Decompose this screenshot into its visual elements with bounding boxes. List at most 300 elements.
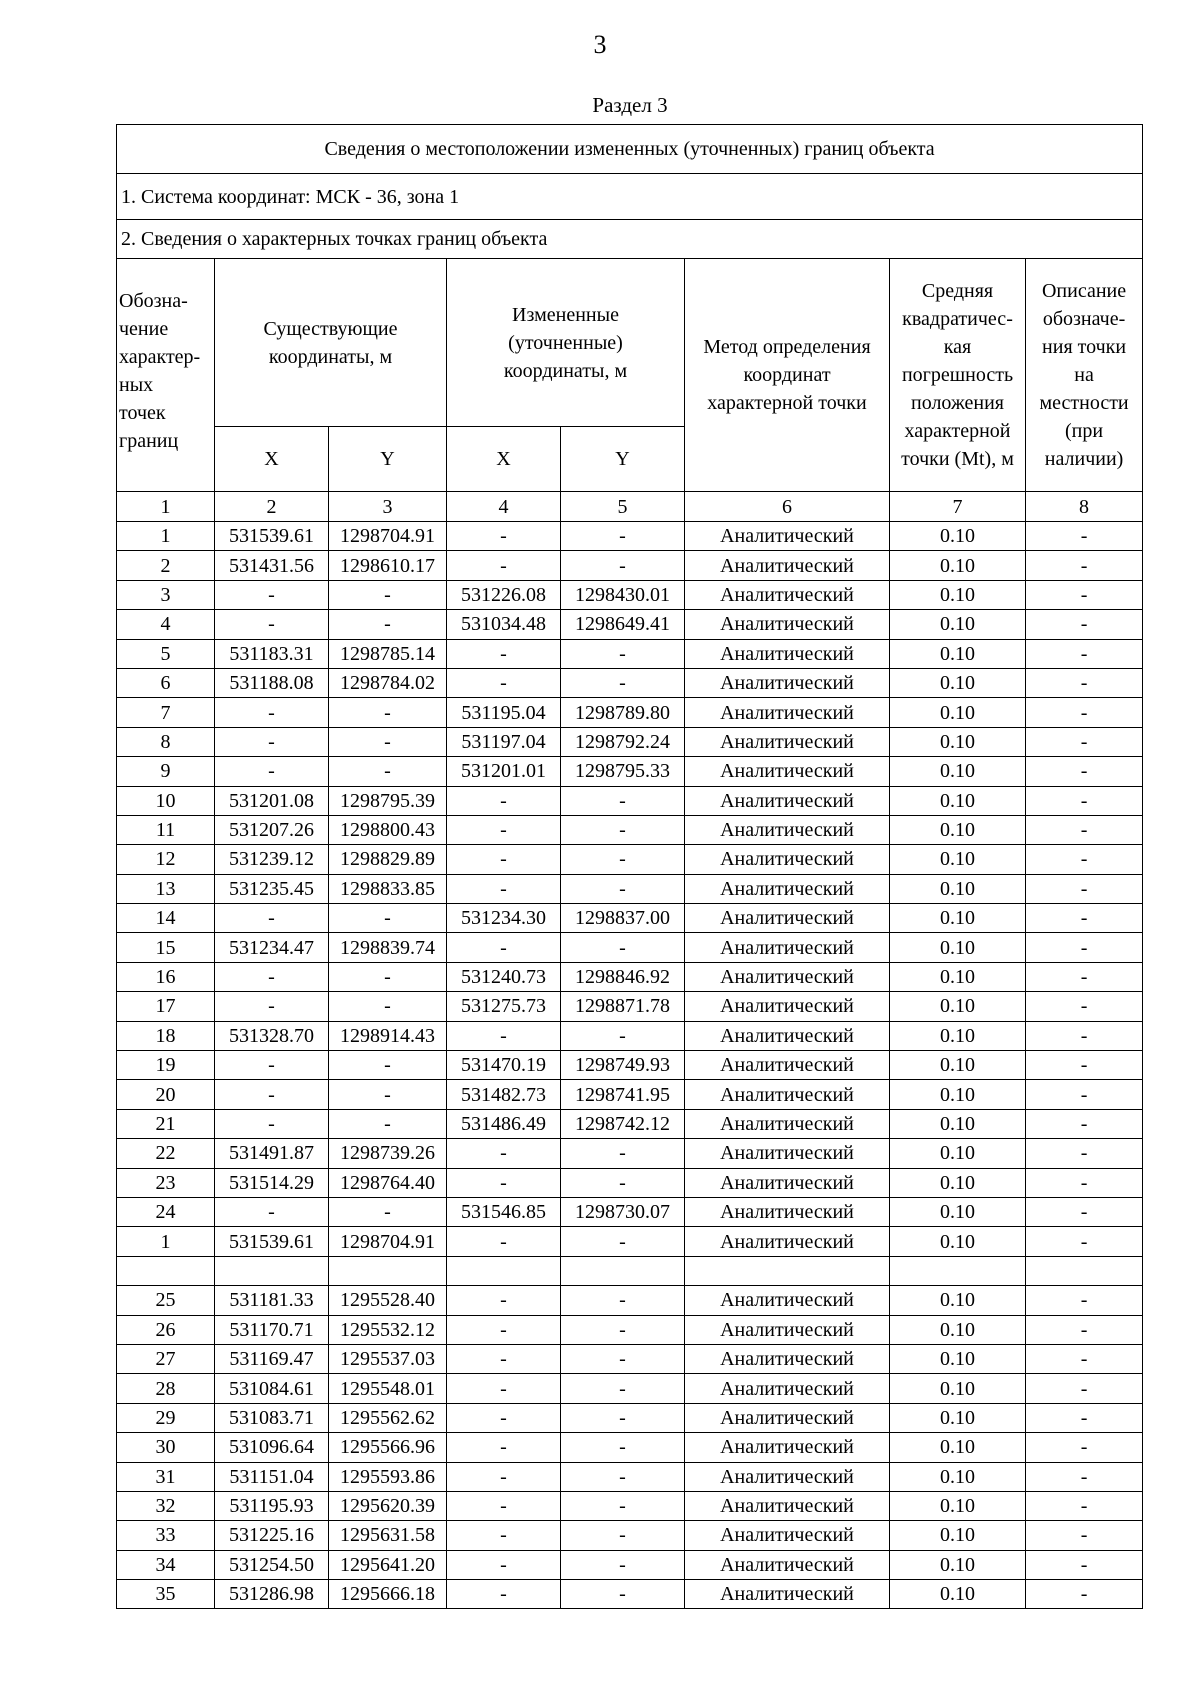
changed-y: 1298749.93 — [561, 1051, 685, 1080]
method: Аналитический — [685, 1403, 890, 1432]
table-row — [117, 874, 1143, 903]
mean-square-error: 0.10 — [890, 551, 1026, 580]
method: Аналитический — [685, 1197, 890, 1226]
method: Аналитический — [685, 815, 890, 844]
method: Аналитический — [685, 668, 890, 697]
point-description: - — [1026, 786, 1143, 815]
existing-y: 1298795.39 — [329, 786, 447, 815]
method: Аналитический — [685, 786, 890, 815]
changed-x: - — [447, 1315, 561, 1344]
existing-x — [215, 1256, 329, 1285]
mean-square-error: 0.10 — [890, 1021, 1026, 1050]
existing-y: 1295537.03 — [329, 1344, 447, 1373]
points-heading: 2. Сведения о характерных точках границ объекта — [117, 220, 1143, 259]
changed-y: 1298837.00 — [561, 904, 685, 933]
changed-x: - — [447, 874, 561, 903]
existing-x: 531491.87 — [215, 1139, 329, 1168]
point-description: - — [1026, 1109, 1143, 1138]
point-number: 10 — [117, 786, 215, 815]
table-row — [117, 845, 1143, 874]
method: Аналитический — [685, 1051, 890, 1080]
header-method: Метод определения координат характерной точки — [685, 259, 890, 492]
method: Аналитический — [685, 1491, 890, 1520]
changed-y: - — [561, 933, 685, 962]
changed-y: - — [561, 1374, 685, 1403]
existing-y: 1295593.86 — [329, 1462, 447, 1491]
existing-x: - — [215, 757, 329, 786]
existing-x: 531183.31 — [215, 639, 329, 668]
existing-x: 531188.08 — [215, 668, 329, 697]
mean-square-error: 0.10 — [890, 668, 1026, 697]
changed-x: - — [447, 1403, 561, 1432]
changed-x: 531470.19 — [447, 1051, 561, 1080]
changed-x: - — [447, 639, 561, 668]
mean-square-error: 0.10 — [890, 1462, 1026, 1491]
point-number: 12 — [117, 845, 215, 874]
existing-y: 1298839.74 — [329, 933, 447, 962]
mean-square-error: 0.10 — [890, 1550, 1026, 1579]
changed-x: - — [447, 1462, 561, 1491]
point-number: 14 — [117, 904, 215, 933]
table-row — [117, 639, 1143, 668]
method: Аналитический — [685, 610, 890, 639]
point-description: - — [1026, 1080, 1143, 1109]
point-description: - — [1026, 1021, 1143, 1050]
existing-y: 1298610.17 — [329, 551, 447, 580]
mean-square-error: 0.10 — [890, 1286, 1026, 1315]
existing-y: - — [329, 610, 447, 639]
existing-x: - — [215, 727, 329, 756]
point-number: 16 — [117, 962, 215, 991]
table-row — [117, 551, 1143, 580]
point-number: 26 — [117, 1315, 215, 1344]
existing-x: 531151.04 — [215, 1462, 329, 1491]
point-number: 19 — [117, 1051, 215, 1080]
changed-y: 1298730.07 — [561, 1197, 685, 1226]
table-row — [117, 1286, 1143, 1315]
table-row — [117, 1139, 1143, 1168]
point-description: - — [1026, 904, 1143, 933]
point-number: 29 — [117, 1403, 215, 1432]
existing-x: - — [215, 698, 329, 727]
changed-y: 1298741.95 — [561, 1080, 685, 1109]
point-number: 8 — [117, 727, 215, 756]
changed-y: - — [561, 1344, 685, 1373]
changed-x: 531195.04 — [447, 698, 561, 727]
page-number: 3 — [593, 30, 607, 59]
point-description: - — [1026, 992, 1143, 1021]
changed-x: 531197.04 — [447, 727, 561, 756]
mean-square-error — [890, 1256, 1026, 1285]
mean-square-error: 0.10 — [890, 1521, 1026, 1550]
method: Аналитический — [685, 992, 890, 1021]
existing-x: 531286.98 — [215, 1580, 329, 1609]
table-row — [117, 962, 1143, 991]
point-description: - — [1026, 668, 1143, 697]
point-number: 28 — [117, 1374, 215, 1403]
changed-x: - — [447, 845, 561, 874]
changed-x: - — [447, 1491, 561, 1520]
mean-square-error: 0.10 — [890, 1109, 1026, 1138]
existing-x: - — [215, 1197, 329, 1226]
existing-y: - — [329, 1080, 447, 1109]
column-number-row — [117, 492, 1143, 522]
changed-y: - — [561, 845, 685, 874]
method: Аналитический — [685, 874, 890, 903]
table-row — [117, 1080, 1143, 1109]
existing-y: 1295631.58 — [329, 1521, 447, 1550]
mean-square-error: 0.10 — [890, 1374, 1026, 1403]
changed-x — [447, 1256, 561, 1285]
method: Аналитический — [685, 639, 890, 668]
table-row — [117, 580, 1143, 609]
changed-x: - — [447, 1374, 561, 1403]
mean-square-error: 0.10 — [890, 757, 1026, 786]
table-row — [117, 1197, 1143, 1226]
existing-y: - — [329, 904, 447, 933]
point-number: 31 — [117, 1462, 215, 1491]
existing-y: 1298704.91 — [329, 522, 447, 551]
changed-x: 531275.73 — [447, 992, 561, 1021]
existing-x: 531169.47 — [215, 1344, 329, 1373]
changed-y: 1298792.24 — [561, 727, 685, 756]
existing-x: 531239.12 — [215, 845, 329, 874]
existing-y: 1298829.89 — [329, 845, 447, 874]
existing-x: - — [215, 1109, 329, 1138]
column-number: 2 — [215, 492, 329, 522]
point-number: 34 — [117, 1550, 215, 1579]
existing-y — [329, 1256, 447, 1285]
table-row — [117, 1462, 1143, 1491]
mean-square-error: 0.10 — [890, 1433, 1026, 1462]
changed-y: 1298649.41 — [561, 610, 685, 639]
method: Аналитический — [685, 1344, 890, 1373]
changed-x: - — [447, 1139, 561, 1168]
method: Аналитический — [685, 1080, 890, 1109]
method: Аналитический — [685, 1374, 890, 1403]
point-number: 1 — [117, 1227, 215, 1256]
mean-square-error: 0.10 — [890, 1344, 1026, 1373]
column-number: 1 — [117, 492, 215, 522]
point-number: 15 — [117, 933, 215, 962]
point-description: - — [1026, 1197, 1143, 1226]
table-row — [117, 1344, 1143, 1373]
method: Аналитический — [685, 1550, 890, 1579]
point-number: 32 — [117, 1491, 215, 1520]
column-number: 8 — [1026, 492, 1143, 522]
table-row — [117, 668, 1143, 697]
point-number: 9 — [117, 757, 215, 786]
changed-y: - — [561, 1580, 685, 1609]
changed-y: - — [561, 1227, 685, 1256]
existing-y: - — [329, 962, 447, 991]
mean-square-error: 0.10 — [890, 1227, 1026, 1256]
changed-y: - — [561, 639, 685, 668]
mean-square-error: 0.10 — [890, 1315, 1026, 1344]
mean-square-error: 0.10 — [890, 845, 1026, 874]
mean-square-error: 0.10 — [890, 610, 1026, 639]
method: Аналитический — [685, 698, 890, 727]
existing-x: 531431.56 — [215, 551, 329, 580]
point-description — [1026, 1256, 1143, 1285]
changed-y: - — [561, 874, 685, 903]
point-number: 22 — [117, 1139, 215, 1168]
existing-y: 1298833.85 — [329, 874, 447, 903]
column-number: 7 — [890, 492, 1026, 522]
changed-y: - — [561, 1168, 685, 1197]
point-description: - — [1026, 1550, 1143, 1579]
point-description: - — [1026, 580, 1143, 609]
changed-x: - — [447, 1550, 561, 1579]
point-description: - — [1026, 1491, 1143, 1520]
point-number: 24 — [117, 1197, 215, 1226]
changed-y: - — [561, 815, 685, 844]
changed-x: 531482.73 — [447, 1080, 561, 1109]
header-changed-x: X — [447, 427, 561, 492]
existing-y: 1295566.96 — [329, 1433, 447, 1462]
existing-x: 531234.47 — [215, 933, 329, 962]
header-mean-square-error: Средняя квадратичес- кая погрешность положения характерной точки (Mt), м — [890, 259, 1026, 492]
existing-y: - — [329, 757, 447, 786]
mean-square-error: 0.10 — [890, 904, 1026, 933]
method: Аналитический — [685, 551, 890, 580]
changed-y: 1298789.80 — [561, 698, 685, 727]
existing-x: 531225.16 — [215, 1521, 329, 1550]
existing-y: 1295641.20 — [329, 1550, 447, 1579]
existing-y: 1298784.02 — [329, 668, 447, 697]
changed-x: - — [447, 1433, 561, 1462]
existing-x: 531514.29 — [215, 1168, 329, 1197]
table-row — [117, 1021, 1143, 1050]
existing-x: 531539.61 — [215, 1227, 329, 1256]
point-description: - — [1026, 933, 1143, 962]
mean-square-error: 0.10 — [890, 1580, 1026, 1609]
table-row — [117, 1051, 1143, 1080]
point-description: - — [1026, 1286, 1143, 1315]
table-row — [117, 610, 1143, 639]
method: Аналитический — [685, 962, 890, 991]
existing-y: 1295562.62 — [329, 1403, 447, 1432]
existing-y: 1298764.40 — [329, 1168, 447, 1197]
changed-x: - — [447, 1286, 561, 1315]
coordinates-table — [116, 124, 1143, 1609]
changed-x: 531226.08 — [447, 580, 561, 609]
table-row — [117, 1403, 1143, 1432]
table-row — [117, 786, 1143, 815]
point-number: 30 — [117, 1433, 215, 1462]
existing-x: 531201.08 — [215, 786, 329, 815]
method: Аналитический — [685, 1521, 890, 1550]
existing-y: 1298739.26 — [329, 1139, 447, 1168]
method: Аналитический — [685, 757, 890, 786]
point-description: - — [1026, 874, 1143, 903]
point-number: 27 — [117, 1344, 215, 1373]
changed-y: - — [561, 786, 685, 815]
existing-x: - — [215, 904, 329, 933]
changed-y — [561, 1256, 685, 1285]
mean-square-error: 0.10 — [890, 1491, 1026, 1520]
table-row — [117, 698, 1143, 727]
point-number: 5 — [117, 639, 215, 668]
mean-square-error: 0.10 — [890, 962, 1026, 991]
column-number: 3 — [329, 492, 447, 522]
mean-square-error: 0.10 — [890, 1051, 1026, 1080]
table-row — [117, 1227, 1143, 1256]
header-existing-coordinates: Существующие координаты, м — [215, 259, 447, 427]
point-description: - — [1026, 1315, 1143, 1344]
changed-x: 531546.85 — [447, 1197, 561, 1226]
point-description: - — [1026, 551, 1143, 580]
changed-y: 1298871.78 — [561, 992, 685, 1021]
method — [685, 1256, 890, 1285]
existing-y: 1298800.43 — [329, 815, 447, 844]
changed-y: 1298430.01 — [561, 580, 685, 609]
mean-square-error: 0.10 — [890, 639, 1026, 668]
table-row — [117, 1109, 1143, 1138]
point-description: - — [1026, 522, 1143, 551]
point-number: 21 — [117, 1109, 215, 1138]
mean-square-error: 0.10 — [890, 933, 1026, 962]
method: Аналитический — [685, 1286, 890, 1315]
method: Аналитический — [685, 904, 890, 933]
column-number: 6 — [685, 492, 890, 522]
table-row — [117, 1521, 1143, 1550]
existing-y: - — [329, 1051, 447, 1080]
method: Аналитический — [685, 580, 890, 609]
point-description: - — [1026, 1521, 1143, 1550]
point-number: 13 — [117, 874, 215, 903]
point-description: - — [1026, 1374, 1143, 1403]
method: Аналитический — [685, 1315, 890, 1344]
changed-x: 531201.01 — [447, 757, 561, 786]
changed-y: - — [561, 1550, 685, 1579]
existing-x: 531181.33 — [215, 1286, 329, 1315]
table-row — [117, 904, 1143, 933]
header-changed-coordinates: Измененные (уточненные) координаты, м — [447, 259, 685, 427]
method: Аналитический — [685, 1433, 890, 1462]
point-number: 23 — [117, 1168, 215, 1197]
point-number: 33 — [117, 1521, 215, 1550]
existing-x: - — [215, 1080, 329, 1109]
existing-x: 531235.45 — [215, 874, 329, 903]
point-number: 11 — [117, 815, 215, 844]
table-row — [117, 1580, 1143, 1609]
existing-y: 1298914.43 — [329, 1021, 447, 1050]
point-number: 2 — [117, 551, 215, 580]
changed-x: - — [447, 815, 561, 844]
changed-x: - — [447, 1021, 561, 1050]
mean-square-error: 0.10 — [890, 786, 1026, 815]
method: Аналитический — [685, 1580, 890, 1609]
changed-y: - — [561, 1286, 685, 1315]
table-row — [117, 522, 1143, 551]
point-description: - — [1026, 727, 1143, 756]
header-changed-y: Y — [561, 427, 685, 492]
mean-square-error: 0.10 — [890, 1139, 1026, 1168]
point-description: - — [1026, 639, 1143, 668]
mean-square-error: 0.10 — [890, 1168, 1026, 1197]
existing-x: 531083.71 — [215, 1403, 329, 1432]
existing-y: 1295528.40 — [329, 1286, 447, 1315]
table-row — [117, 992, 1143, 1021]
table-row — [117, 1550, 1143, 1579]
point-description: - — [1026, 1433, 1143, 1462]
existing-y: - — [329, 992, 447, 1021]
changed-y: - — [561, 1462, 685, 1491]
existing-y: 1295666.18 — [329, 1580, 447, 1609]
table-row — [117, 933, 1143, 962]
changed-y: - — [561, 1021, 685, 1050]
point-description: - — [1026, 757, 1143, 786]
header-point-designation: Обозна- чение характер- ных точек границ — [117, 259, 215, 492]
column-number: 4 — [447, 492, 561, 522]
existing-y: - — [329, 1109, 447, 1138]
existing-x: 531539.61 — [215, 522, 329, 551]
existing-y: - — [329, 727, 447, 756]
mean-square-error: 0.10 — [890, 1197, 1026, 1226]
changed-x: - — [447, 668, 561, 697]
existing-y: 1298785.14 — [329, 639, 447, 668]
changed-x: - — [447, 786, 561, 815]
header-existing-x: X — [215, 427, 329, 492]
method: Аналитический — [685, 845, 890, 874]
mean-square-error: 0.10 — [890, 1080, 1026, 1109]
table-row — [117, 1315, 1143, 1344]
point-number: 20 — [117, 1080, 215, 1109]
mean-square-error: 0.10 — [890, 522, 1026, 551]
existing-y: 1298704.91 — [329, 1227, 447, 1256]
changed-x: - — [447, 522, 561, 551]
changed-y: - — [561, 668, 685, 697]
changed-x: - — [447, 1580, 561, 1609]
table-row — [117, 1491, 1143, 1520]
method: Аналитический — [685, 522, 890, 551]
changed-y: - — [561, 1521, 685, 1550]
point-description: - — [1026, 698, 1143, 727]
point-number: 4 — [117, 610, 215, 639]
header-existing-y: Y — [329, 427, 447, 492]
changed-x: - — [447, 1168, 561, 1197]
changed-x: - — [447, 551, 561, 580]
existing-x: - — [215, 1051, 329, 1080]
section-label: Раздел 3 — [592, 93, 668, 117]
existing-x: 531328.70 — [215, 1021, 329, 1050]
changed-y: - — [561, 1433, 685, 1462]
table-row — [117, 727, 1143, 756]
existing-x: 531084.61 — [215, 1374, 329, 1403]
point-description: - — [1026, 962, 1143, 991]
point-number — [117, 1256, 215, 1285]
changed-x: - — [447, 933, 561, 962]
mean-square-error: 0.10 — [890, 874, 1026, 903]
point-number: 1 — [117, 522, 215, 551]
coordinate-system: 1. Система координат: МСК - 36, зона 1 — [117, 174, 1143, 220]
method: Аналитический — [685, 933, 890, 962]
table-row — [117, 815, 1143, 844]
existing-y: 1295548.01 — [329, 1374, 447, 1403]
existing-x: - — [215, 610, 329, 639]
changed-x: 531240.73 — [447, 962, 561, 991]
method: Аналитический — [685, 1227, 890, 1256]
point-description: - — [1026, 1168, 1143, 1197]
mean-square-error: 0.10 — [890, 1403, 1026, 1432]
table-row — [117, 757, 1143, 786]
table-separator-row — [117, 1256, 1143, 1285]
method: Аналитический — [685, 1109, 890, 1138]
point-description: - — [1026, 845, 1143, 874]
changed-x: - — [447, 1227, 561, 1256]
changed-x: - — [447, 1344, 561, 1373]
